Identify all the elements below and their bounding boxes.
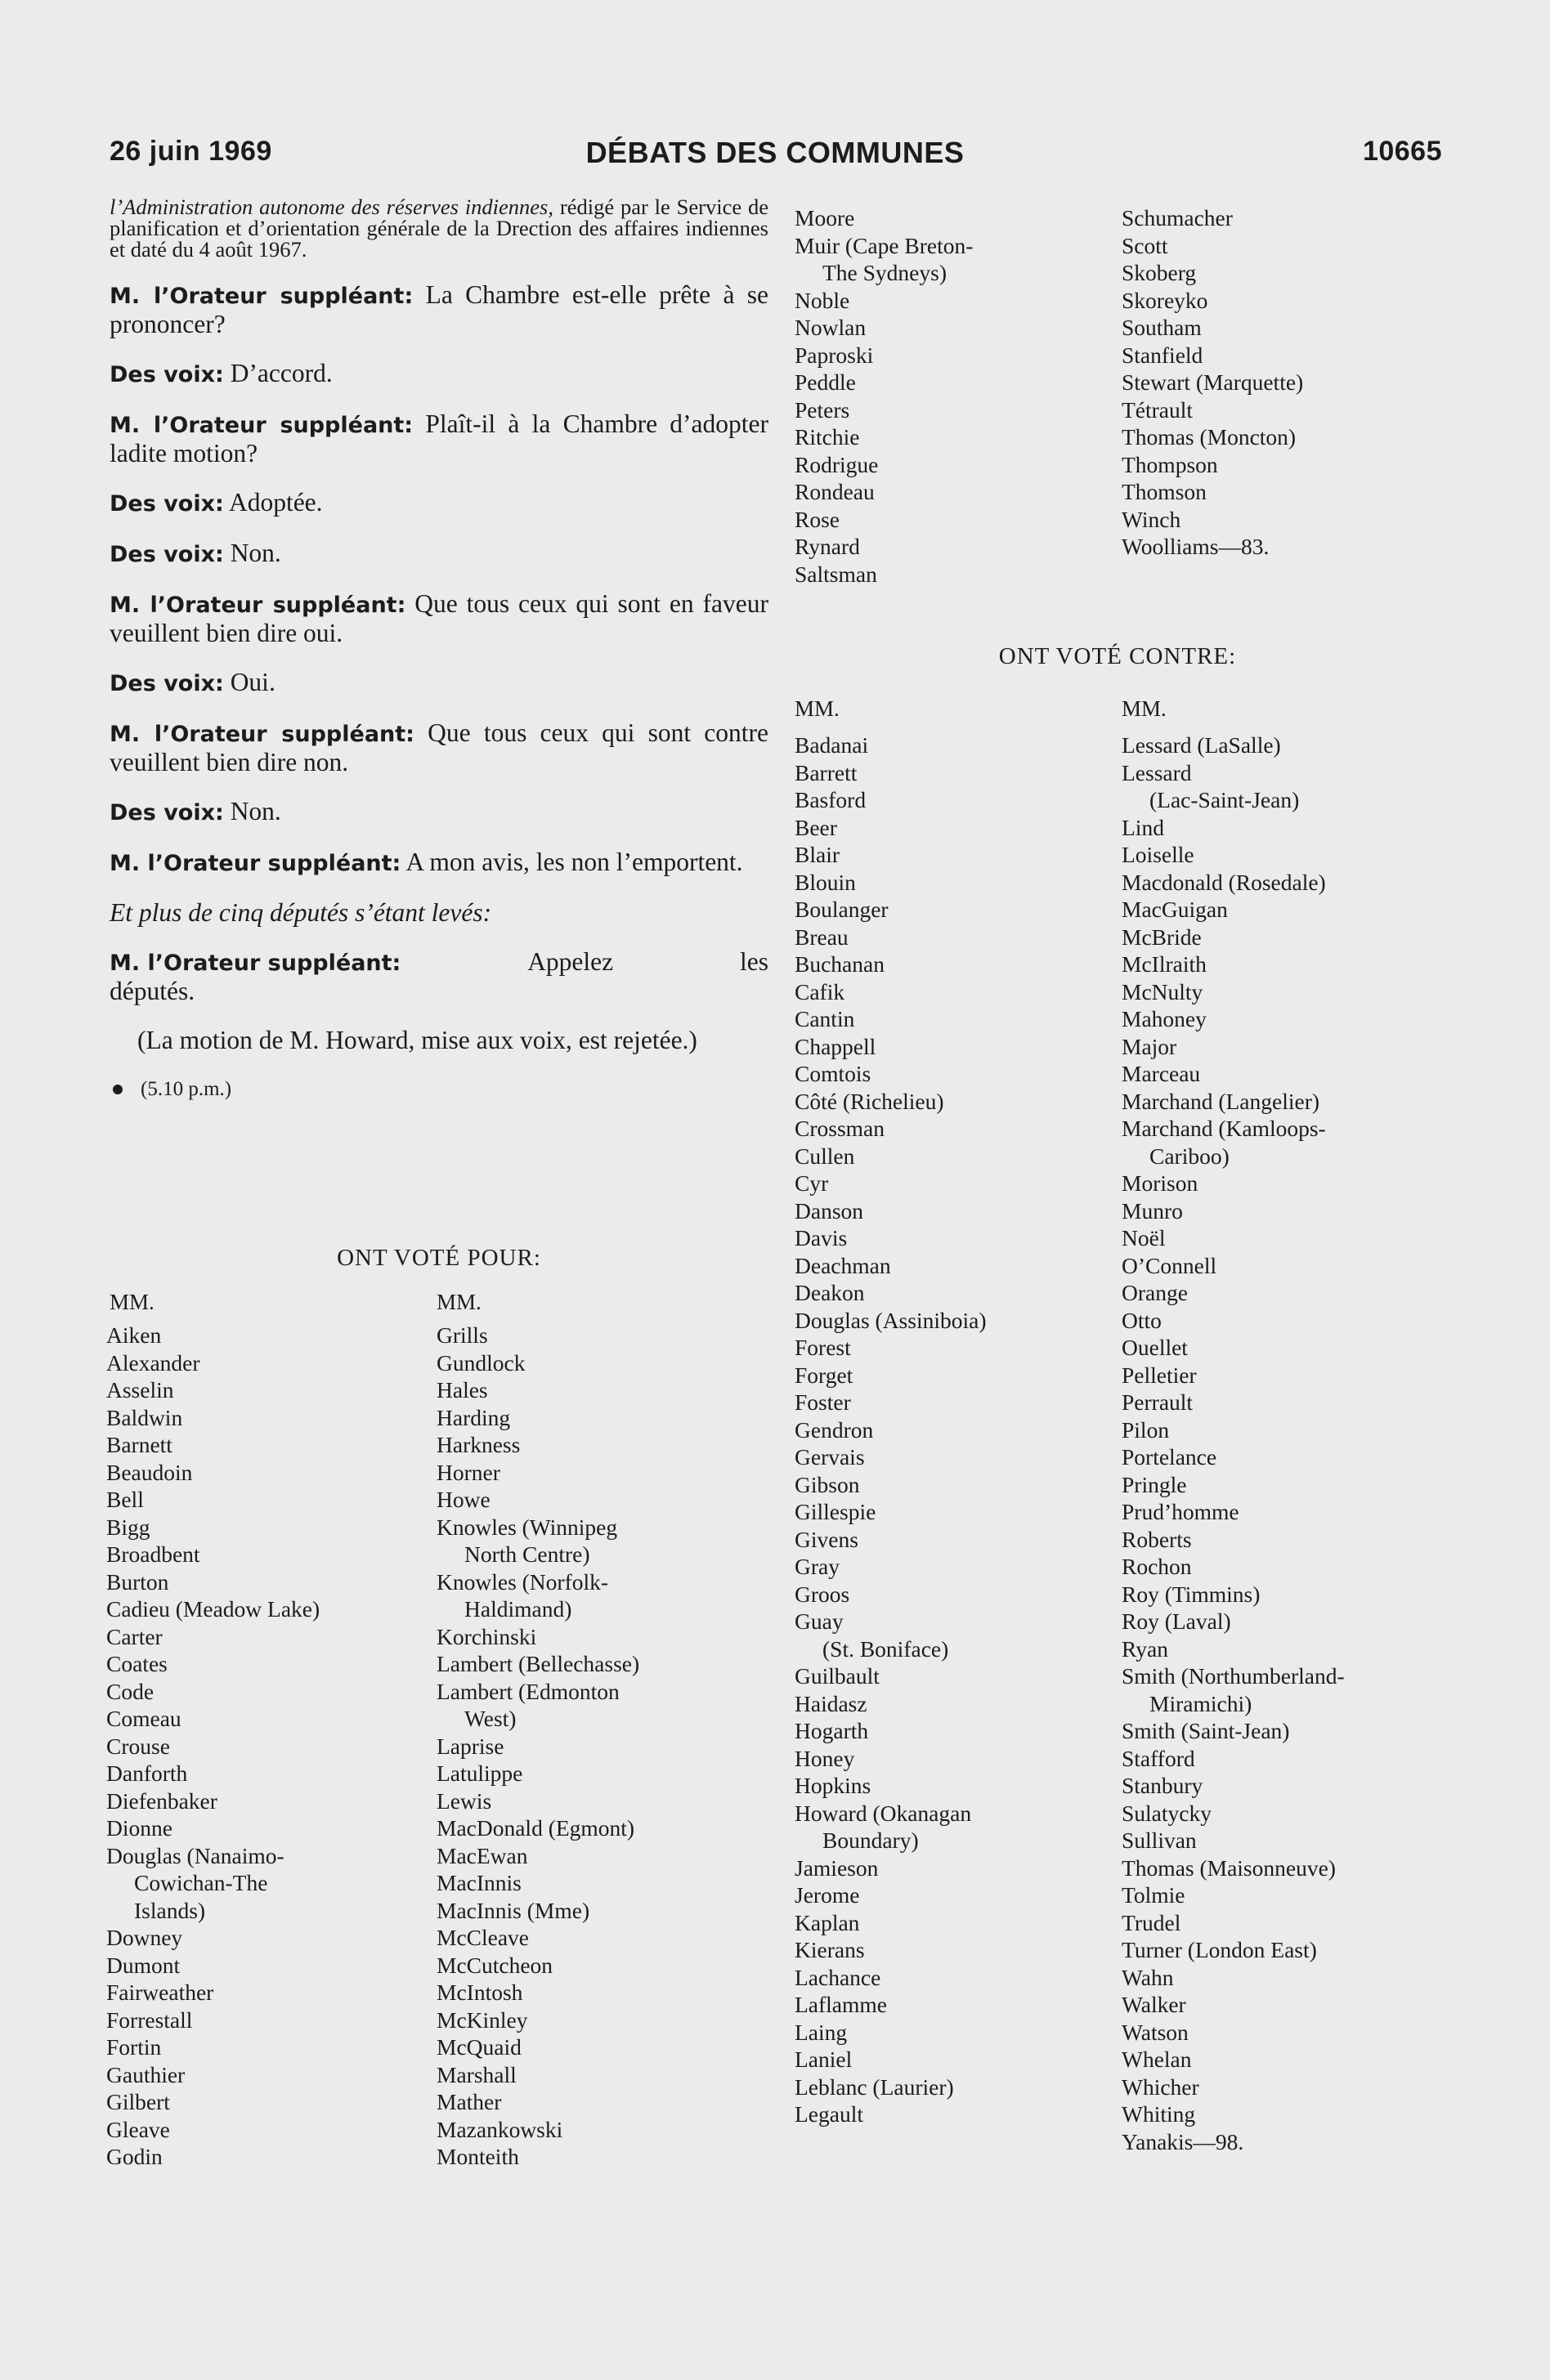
member-name: West) bbox=[464, 1706, 517, 1731]
member-name: Gleave bbox=[106, 2116, 170, 2142]
member-name: Sulatycky bbox=[1122, 1800, 1212, 1826]
member-name: Munro bbox=[1122, 1197, 1183, 1224]
member-name: Haidasz bbox=[795, 1690, 867, 1716]
member-name: Comtois bbox=[795, 1061, 871, 1086]
member-name: Korchinski bbox=[437, 1623, 537, 1649]
member-name: North Centre) bbox=[464, 1541, 590, 1567]
member-name: Hales bbox=[437, 1377, 488, 1402]
nays-mm-col2: MM. bbox=[1122, 696, 1167, 721]
bullet-icon bbox=[113, 1085, 123, 1094]
member-name: Gervais bbox=[795, 1444, 865, 1470]
member-name: Schumacher bbox=[1122, 205, 1233, 230]
call-text-b: les bbox=[739, 947, 768, 976]
member-name: Winch bbox=[1122, 506, 1181, 532]
member-name: Hogarth bbox=[795, 1718, 869, 1743]
member-name: Roy (Laval) bbox=[1122, 1608, 1231, 1634]
member-name: Barrett bbox=[795, 759, 858, 785]
speaker-label: M. l’Orateur suppléant: bbox=[110, 593, 406, 618]
member-name: Guay bbox=[795, 1608, 844, 1634]
speaker-label: Des voix: bbox=[110, 542, 224, 567]
member-name: Woolliams—83. bbox=[1122, 534, 1270, 559]
member-name: McIntosh bbox=[437, 1980, 523, 2005]
member-name: Groos bbox=[795, 1581, 850, 1607]
member-name: McIlraith bbox=[1122, 951, 1207, 977]
member-name: (St. Boniface) bbox=[822, 1635, 949, 1662]
member-name: Danson bbox=[795, 1197, 864, 1224]
member-name: Knowles (Norfolk- bbox=[437, 1568, 609, 1595]
member-name: Pringle bbox=[1122, 1471, 1187, 1497]
member-name: Deachman bbox=[795, 1252, 891, 1278]
member-name: McKinley bbox=[437, 2006, 528, 2033]
member-name: Côté (Richelieu) bbox=[795, 1088, 944, 1114]
member-name: Nowlan bbox=[795, 315, 867, 340]
member-name: Kierans bbox=[795, 1937, 865, 1962]
member-name: Islands) bbox=[134, 1897, 206, 1923]
speech-text: Adoptée. bbox=[223, 488, 323, 517]
member-name: Thomas (Maisonneuve) bbox=[1122, 1854, 1336, 1881]
member-name: Baldwin bbox=[106, 1404, 183, 1430]
speaker-label: M. l’Orateur suppléant: bbox=[110, 413, 414, 438]
member-name: Buchanan bbox=[795, 951, 885, 977]
member-name: Gray bbox=[795, 1554, 840, 1579]
yeas-list-col3 bbox=[795, 204, 973, 588]
member-name: Whicher bbox=[1122, 2074, 1199, 2100]
member-name: Bigg bbox=[106, 1514, 150, 1540]
member-name: Basford bbox=[795, 787, 867, 812]
member-name: Alexander bbox=[106, 1349, 200, 1376]
member-name: Jamieson bbox=[795, 1854, 879, 1881]
member-name: Sullivan bbox=[1122, 1828, 1197, 1853]
member-name: Harkness bbox=[437, 1432, 521, 1457]
speech-text: Non. bbox=[223, 797, 281, 825]
member-name: Laflamme bbox=[795, 1992, 887, 2017]
member-name: Orange bbox=[1122, 1280, 1188, 1305]
member-name: (Lac-Saint-Jean) bbox=[1149, 787, 1300, 812]
member-name: Beaudoin bbox=[106, 1459, 193, 1485]
member-name: Marchand (Kamloops- bbox=[1122, 1116, 1326, 1141]
member-name: Beer bbox=[795, 814, 837, 840]
member-name: Laprise bbox=[437, 1733, 504, 1759]
member-name: Muir (Cape Breton- bbox=[795, 232, 974, 258]
member-name: Jerome bbox=[795, 1882, 860, 1908]
member-name: Rodrigue bbox=[795, 451, 879, 477]
debate-exchange bbox=[110, 669, 768, 698]
debate-exchanges bbox=[110, 281, 768, 878]
member-name: Guilbault bbox=[795, 1663, 880, 1689]
speech-text: Que tous ceux qui sont en faveur veuillent bien dire oui. bbox=[110, 589, 768, 647]
member-name: Cyr bbox=[795, 1170, 829, 1196]
debate-exchange bbox=[110, 798, 768, 827]
member-name: Danforth bbox=[106, 1760, 188, 1786]
member-name: Asselin bbox=[106, 1377, 174, 1402]
nays-list-col2 bbox=[1122, 731, 1345, 2155]
member-name: Mather bbox=[437, 2089, 502, 2114]
speaker-label: Des voix: bbox=[110, 671, 224, 696]
member-name: Howe bbox=[437, 1487, 491, 1512]
member-name: Gillespie bbox=[795, 1499, 876, 1524]
intro-paragraph bbox=[110, 196, 768, 260]
intro-text: rédigé par le Service de planification et d’orientation générale de la Drection des affaires indiennes et daté du 4 août 1967. bbox=[110, 195, 768, 262]
member-name: Major bbox=[1122, 1033, 1177, 1059]
member-name: Boulanger bbox=[795, 897, 889, 922]
member-name: Laing bbox=[795, 2019, 848, 2045]
nays-heading: ONT VOTÉ CONTRE: bbox=[998, 643, 1237, 669]
member-name: Southam bbox=[1122, 315, 1202, 340]
member-name: Stewart (Marquette) bbox=[1122, 369, 1304, 395]
member-name: Gilbert bbox=[106, 2089, 170, 2114]
member-name: Downey bbox=[106, 1925, 183, 1950]
result-paragraph: (La motion de M. Howard, mise aux voix, est rejetée.) bbox=[137, 1026, 697, 1054]
speech-text: D’accord. bbox=[223, 359, 333, 387]
member-name: Trudel bbox=[1122, 1909, 1181, 1935]
debate-exchange bbox=[110, 590, 768, 647]
page-number: 10665 bbox=[1362, 136, 1442, 167]
member-name: Miramichi) bbox=[1149, 1690, 1252, 1716]
nays-list-col1 bbox=[795, 731, 987, 2128]
member-name: Leblanc (Laurier) bbox=[795, 2074, 954, 2100]
yeas-list-col1 bbox=[106, 1322, 320, 2171]
member-name: Barnett bbox=[106, 1432, 172, 1457]
member-name: Mahoney bbox=[1122, 1006, 1207, 1031]
time-text: (5.10 p.m.) bbox=[141, 1078, 232, 1100]
member-name: Marshall bbox=[437, 2061, 517, 2087]
member-name: Hopkins bbox=[795, 1773, 871, 1798]
stage-direction: Et plus de cinq députés s’étant levés: bbox=[110, 898, 492, 927]
member-name: Macdonald (Rosedale) bbox=[1122, 869, 1326, 895]
member-name: Skoberg bbox=[1122, 260, 1197, 285]
speech-text: Plaît-il à la Chambre d’adopter ladite motion? bbox=[110, 409, 769, 468]
member-name: Roberts bbox=[1122, 1526, 1192, 1552]
member-name: Chappell bbox=[795, 1033, 876, 1059]
speaker-label: M. l’Orateur suppléant: bbox=[110, 851, 401, 876]
debate-exchange bbox=[110, 360, 768, 389]
member-name: Peddle bbox=[795, 369, 856, 395]
member-name: MacDonald (Egmont) bbox=[437, 1815, 635, 1841]
member-name: Aiken bbox=[106, 1322, 162, 1348]
member-name: Rynard bbox=[795, 534, 860, 559]
speech-text: Que tous ceux qui sont contre veuillent bien dire non. bbox=[110, 718, 768, 776]
member-name: Blouin bbox=[795, 869, 856, 895]
member-name: Marceau bbox=[1122, 1061, 1201, 1086]
speaker-label: Des voix: bbox=[110, 491, 224, 517]
member-name: Thompson bbox=[1122, 451, 1218, 477]
member-name: Lessard bbox=[1122, 759, 1192, 785]
member-name: Foster bbox=[795, 1389, 851, 1415]
member-name: Ritchie bbox=[795, 424, 860, 450]
member-name: Legault bbox=[795, 2101, 863, 2127]
member-name: Givens bbox=[795, 1526, 858, 1552]
member-name: Thomas (Moncton) bbox=[1122, 424, 1297, 450]
member-name: Pilon bbox=[1122, 1416, 1170, 1443]
member-name: Lambert (Edmonton bbox=[437, 1678, 620, 1704]
speaker-label: Des voix: bbox=[110, 362, 224, 387]
yeas-list-col2 bbox=[437, 1322, 639, 2171]
member-name: Skoreyko bbox=[1122, 287, 1208, 313]
member-name: Whiting bbox=[1122, 2101, 1196, 2127]
member-name: Godin bbox=[106, 2144, 163, 2169]
member-name: Bell bbox=[106, 1487, 144, 1512]
speaker-label: Des voix: bbox=[110, 800, 224, 825]
member-name: Stanbury bbox=[1122, 1773, 1203, 1798]
member-name: Saltsman bbox=[795, 561, 877, 587]
member-name: Rochon bbox=[1122, 1554, 1192, 1579]
member-name: Cowichan-The bbox=[134, 1870, 268, 1895]
member-name: Coates bbox=[106, 1651, 168, 1676]
member-name: Grills bbox=[437, 1322, 488, 1348]
member-name: Roy (Timmins) bbox=[1122, 1581, 1261, 1607]
member-name: Whelan bbox=[1122, 2047, 1192, 2072]
call-text-c: députés. bbox=[110, 977, 195, 1005]
member-name: Lind bbox=[1122, 814, 1164, 840]
member-name: Cantin bbox=[795, 1006, 855, 1031]
speaker-label: M. l’Orateur suppléant: bbox=[110, 722, 414, 747]
member-name: Monteith bbox=[437, 2144, 519, 2169]
member-name: Crossman bbox=[795, 1116, 885, 1141]
member-name: McQuaid bbox=[437, 2034, 522, 2060]
member-name: Boundary) bbox=[822, 1828, 919, 1853]
member-name: Badanai bbox=[795, 732, 869, 758]
call-members-paragraph bbox=[110, 948, 768, 1005]
member-name: Burton bbox=[106, 1568, 169, 1595]
call-text-a: Appelez bbox=[527, 947, 614, 976]
speech-text: Non. bbox=[223, 539, 281, 567]
member-name: Watson bbox=[1122, 2019, 1189, 2045]
member-name: MacInnis (Mme) bbox=[437, 1897, 590, 1923]
member-name: Honey bbox=[795, 1745, 855, 1771]
member-name: Fairweather bbox=[106, 1980, 214, 2005]
member-name: MacEwan bbox=[437, 1842, 528, 1868]
speech-text: A mon avis, les non l’emportent. bbox=[401, 848, 743, 876]
member-name: Forrestall bbox=[106, 2006, 193, 2033]
member-name: Prud’homme bbox=[1122, 1499, 1239, 1524]
member-name: Loiselle bbox=[1122, 842, 1194, 867]
member-name: Turner (London East) bbox=[1122, 1937, 1317, 1962]
member-name: Diefenbaker bbox=[106, 1787, 217, 1814]
member-name: Carter bbox=[106, 1623, 163, 1649]
member-name: Blair bbox=[795, 842, 840, 867]
yeas-heading: ONT VOTÉ POUR: bbox=[337, 1245, 541, 1271]
member-name: Harding bbox=[437, 1404, 511, 1430]
debate-exchange bbox=[110, 410, 768, 468]
member-name: Crouse bbox=[106, 1733, 170, 1759]
member-name: Code bbox=[106, 1678, 155, 1704]
member-name: Fortin bbox=[106, 2034, 162, 2060]
member-name: Pelletier bbox=[1122, 1362, 1197, 1388]
member-name: Forget bbox=[795, 1362, 853, 1388]
member-name: MacGuigan bbox=[1122, 897, 1228, 922]
member-name: Thomson bbox=[1122, 479, 1207, 504]
member-name: The Sydneys) bbox=[822, 260, 947, 285]
debate-exchange bbox=[110, 281, 768, 338]
member-name: Noble bbox=[795, 287, 850, 313]
member-name: Broadbent bbox=[106, 1541, 200, 1567]
member-name: O’Connell bbox=[1122, 1252, 1217, 1278]
speaker-label: M. l’Orateur suppléant: bbox=[110, 951, 401, 976]
member-name: Scott bbox=[1122, 232, 1168, 258]
member-name: Stanfield bbox=[1122, 342, 1203, 368]
member-name: Gendron bbox=[795, 1416, 874, 1443]
member-name: Latulippe bbox=[437, 1760, 523, 1786]
member-name: Ryan bbox=[1122, 1635, 1168, 1662]
member-name: Cullen bbox=[795, 1143, 855, 1169]
member-name: Tolmie bbox=[1122, 1882, 1185, 1908]
member-name: Knowles (Winnipeg bbox=[437, 1514, 618, 1540]
member-name: Howard (Okanagan bbox=[795, 1800, 972, 1826]
member-name: Lachance bbox=[795, 1964, 881, 1990]
member-name: Smith (Northumberland- bbox=[1122, 1663, 1345, 1689]
member-name: Yanakis—98. bbox=[1122, 2128, 1244, 2154]
member-name: Moore bbox=[795, 205, 855, 230]
member-name: McNulty bbox=[1122, 978, 1203, 1004]
member-name: Douglas (Nanaimo- bbox=[106, 1842, 284, 1868]
member-name: Deakon bbox=[795, 1280, 865, 1305]
member-name: Cariboo) bbox=[1149, 1143, 1230, 1169]
member-name: Douglas (Assiniboia) bbox=[795, 1307, 987, 1333]
member-name: Rondeau bbox=[795, 479, 875, 504]
member-name: Lewis bbox=[437, 1787, 492, 1814]
member-name: Perrault bbox=[1122, 1389, 1194, 1415]
nays-mm-col1: MM. bbox=[795, 696, 840, 721]
member-name: MacInnis bbox=[437, 1870, 522, 1895]
member-name: Haldimand) bbox=[464, 1596, 572, 1622]
speech-text: Oui. bbox=[223, 668, 276, 696]
member-name: Portelance bbox=[1122, 1444, 1217, 1470]
member-name: Horner bbox=[437, 1459, 500, 1485]
member-name: Cafik bbox=[795, 978, 845, 1004]
debate-column bbox=[110, 196, 768, 1123]
member-name: Rose bbox=[795, 506, 840, 532]
member-name: Tétrault bbox=[1122, 396, 1194, 423]
member-name: Gundlock bbox=[437, 1349, 526, 1376]
member-name: Comeau bbox=[106, 1706, 181, 1731]
debate-exchange bbox=[110, 489, 768, 518]
member-name: Morison bbox=[1122, 1170, 1198, 1196]
member-name: Mazankowski bbox=[437, 2116, 563, 2142]
debate-exchange bbox=[110, 719, 768, 776]
member-name: Lambert (Bellechasse) bbox=[437, 1651, 640, 1676]
member-name: Walker bbox=[1122, 1992, 1186, 2017]
member-name: Paproski bbox=[795, 342, 874, 368]
member-name: Gibson bbox=[795, 1471, 860, 1497]
member-name: Cadieu (Meadow Lake) bbox=[106, 1596, 320, 1622]
speaker-label: M. l’Orateur suppléant: bbox=[110, 284, 414, 309]
debate-exchange bbox=[110, 539, 768, 569]
member-name: Kaplan bbox=[795, 1909, 860, 1935]
header-title: DÉBATS DES COMMUNES bbox=[585, 136, 965, 169]
speech-text: La Chambre est-elle prête à se prononcer? bbox=[110, 280, 769, 338]
member-name: Ouellet bbox=[1122, 1335, 1188, 1360]
member-name: Dionne bbox=[106, 1815, 172, 1841]
member-name: Forest bbox=[795, 1335, 851, 1360]
member-name: Noël bbox=[1122, 1225, 1166, 1250]
member-name: McCleave bbox=[437, 1925, 530, 1950]
yeas-mm-col1: MM. bbox=[110, 1290, 155, 1314]
member-name: Marchand (Langelier) bbox=[1122, 1088, 1320, 1114]
member-name: McCutcheon bbox=[437, 1952, 553, 1978]
member-name: Lessard (LaSalle) bbox=[1122, 732, 1281, 758]
member-name: Wahn bbox=[1122, 1964, 1174, 1990]
member-name: Peters bbox=[795, 396, 850, 423]
member-name: Otto bbox=[1122, 1307, 1162, 1333]
debate-exchange bbox=[110, 848, 768, 878]
yeas-mm-col2: MM. bbox=[437, 1290, 482, 1314]
member-name: Breau bbox=[795, 924, 849, 950]
member-name: McBride bbox=[1122, 924, 1202, 950]
member-name: Davis bbox=[795, 1225, 848, 1250]
time-marker bbox=[110, 1076, 768, 1103]
member-name: Laniel bbox=[795, 2047, 853, 2072]
member-name: Stafford bbox=[1122, 1745, 1195, 1771]
member-name: Gauthier bbox=[106, 2061, 186, 2087]
yeas-list-col4 bbox=[1122, 204, 1303, 561]
member-name: Dumont bbox=[106, 1952, 181, 1978]
intro-italic: l’Administration autonome des réserves indiennes, bbox=[110, 195, 553, 219]
header-date: 26 juin 1969 bbox=[110, 136, 272, 167]
member-name: Smith (Saint-Jean) bbox=[1122, 1718, 1290, 1743]
